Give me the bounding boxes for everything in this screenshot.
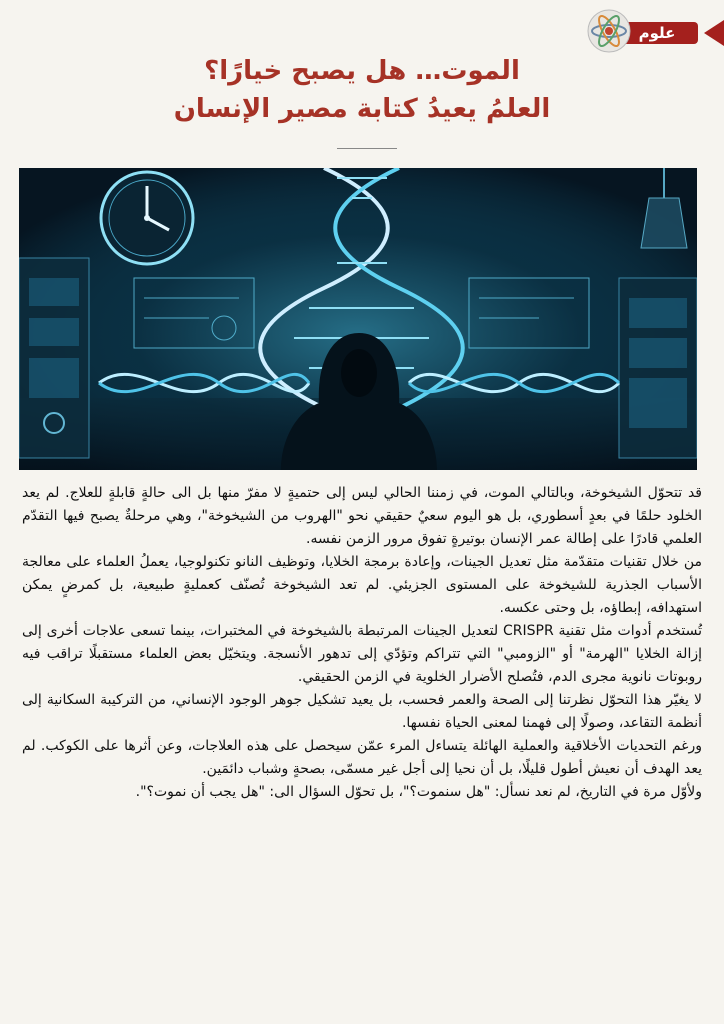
- category-tag[interactable]: [564, 18, 724, 48]
- left-machine: [19, 258, 89, 458]
- paragraph-4: لا يغيّر هذا التحوّل نظرتنا إلى الصحة والعمر فحسب، بل يعيد تشكيل جوهر الوجود الإنساني، من التركيبة السكانية إلى أنظمة التقاعد، وصولًا إلى فهمنا لمعنى الحياة نفسها.: [22, 692, 702, 731]
- paragraph-1: قد تتحوّل الشيخوخة، وبالتالي الموت، في زمننا الحالي ليس إلى حتميةٍ لا مفرّ منها بل الى حالةٍ قابلةٍ للعلاج. لم يعد الخلود حلمًا في بعدٍ أسطوري، بل هو اليوم سعيٌ حقيقي نحو "الهروب من الشيخوخة"، وهي مرحلةٌ يصبح فيها التقدّم العلمي قادرًا على إطالة عمر الإنسان بوتيرةٍ تفوق مرور الزمن نفسه.: [22, 485, 702, 547]
- paragraph-5: ورغم التحديات الأخلاقية والعملية الهائلة يتساءل المرء عمّن سيحصل على هذه العلاجات، وعن أثرها على الكوكب. لم يعد الهدف أن نعيش أطول قليلًا، بل أن نحيا إلى أجل غير مسمّى، بصحةٍ وشباب دائمَين.: [22, 738, 702, 777]
- title-line-2: العلمُ يعيدُ كتابة مصير الإنسان: [173, 94, 551, 124]
- atom-icon: [586, 8, 632, 54]
- hero-image: [19, 168, 697, 470]
- paragraph-3: تُستخدم أدوات مثل تقنية CRISPR لتعديل الجينات المرتبطة بالشيخوخة في المختبرات، بينما تسعى علاجات أخرى إلى إزالة الخلايا "الهرمة" أو "الزومبي" التي تتراكم وتؤدّي إلى تدهور الأنسجة. ويتخيّل بعض العلماء مستقبلًا تراقب فيه روبوتات نانوية مجرى الدم، فتُصلح الأضرار الخلوية في الزمن الحقيقي.: [22, 623, 702, 685]
- tag-arrow-shape: [704, 20, 724, 46]
- clock-icon: [101, 172, 193, 264]
- title-divider: [337, 148, 397, 149]
- page-title: [0, 52, 724, 128]
- paragraph-2: من خلال تقنيات متقدّمة مثل تعديل الجينات، وإعادة برمجة الخلايا، وتوظيف النانو تكنولوجيا، يعملُ العلماء على معالجة الأسباب الجذرية للشيخوخة على المستوى الجزيئي. لم تعد الشيخوخة تُصنّف كعمليةٍ طبيعية، بل كمرضٍ يمكن استهدافه، إبطاؤه، بل وحتى عكسه.: [22, 554, 702, 616]
- hero-illustration: [19, 168, 697, 470]
- paragraph-6: ولأوّل مرة في التاريخ، لم نعد نسأل: "هل سنموت؟"، بل تحوّل السؤال الى: "هل يجب أن نموت؟".: [135, 784, 702, 800]
- category-label[interactable]: علوم: [616, 22, 698, 44]
- title-line-1: الموت… هل يصبح خيارًا؟: [204, 56, 520, 86]
- article-body: [22, 482, 702, 804]
